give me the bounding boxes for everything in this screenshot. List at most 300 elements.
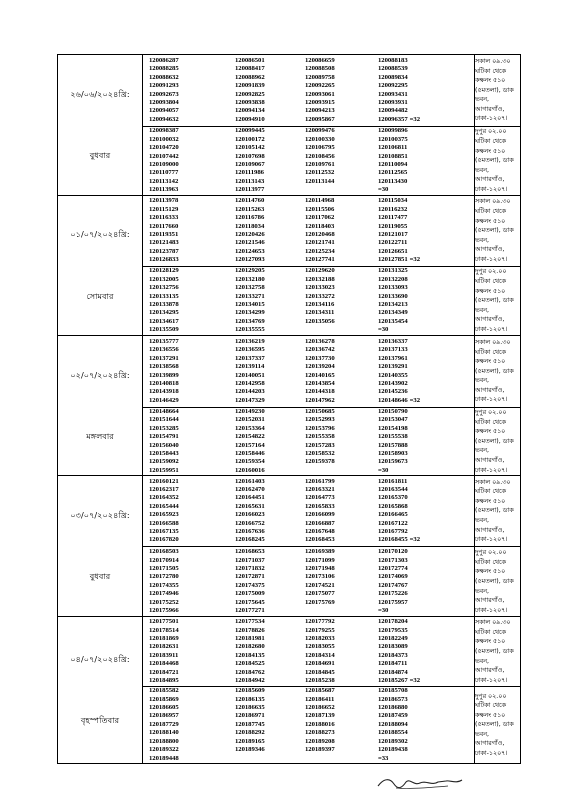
roll-number: 120133023 (305, 284, 335, 292)
exam-date: ২৬/০৬/২০২৪খ্রি: (70, 88, 130, 99)
time-venue-cell (475, 127, 521, 196)
roll-number: 120140051 (235, 371, 265, 379)
roll-number: 120100375 (378, 135, 408, 143)
roll-number: 120107698 (235, 152, 265, 160)
time-venue-cell (475, 267, 521, 336)
roll-number: 120096357 (378, 115, 408, 123)
time-venue-cell (475, 55, 521, 127)
time-venue-cell (475, 476, 521, 547)
roll-number: 120113142 (149, 177, 179, 185)
time-venue-line: (৫মতলা), ডাক (475, 367, 514, 375)
roll-number-grid (143, 127, 474, 194)
time-venue-cell (475, 196, 521, 267)
roll-number: 120146429 (149, 396, 179, 404)
roll-number: 120099476 (305, 127, 335, 135)
exam-schedule-table (57, 54, 521, 764)
roll-number-cell (143, 476, 475, 547)
time-venue-line: কক্ষনং ৫১০ (475, 428, 506, 436)
roll-number: 120187139 (305, 712, 335, 720)
roll-number: 120178514 (149, 626, 179, 634)
roll-number: 120160121 (149, 477, 179, 485)
roll-number: 120168653 (235, 548, 265, 556)
roll-number: 120135454 (378, 317, 408, 325)
roll-number: 120094910 (235, 115, 265, 123)
roll-number: 120188273 (305, 729, 335, 737)
roll-number: 120171948 (305, 564, 335, 572)
time-venue-line: ভবন, আগারগাঁও, (475, 730, 505, 748)
roll-number: 120116333 (149, 214, 179, 222)
roll-number: 120140165 (305, 371, 335, 379)
time-venue-line: ঢাকা-১২০৭। (475, 185, 508, 193)
roll-number: 120186957 (149, 712, 179, 720)
time-venue-line: ঘটিকা থেকে (475, 702, 506, 710)
roll-number: 120094213 (305, 107, 335, 115)
roll-number: 120182033 (305, 634, 335, 642)
roll-number: 120134617 (149, 317, 179, 325)
roll-number: 120168503 (149, 548, 179, 556)
roll-number: 120134295 (149, 309, 179, 317)
roll-number: 120154198 (378, 424, 408, 432)
roll-number: 120112565 (378, 169, 408, 177)
roll-number: 120134769 (235, 317, 265, 325)
roll-number: 120150790 (378, 408, 408, 415)
roll-number: 120100330 (305, 135, 335, 143)
roll-number: 120094632 (149, 115, 179, 123)
roll-number: 120147329 (235, 396, 265, 404)
time-venue-line: (৫মতলা), ডাক (475, 721, 514, 729)
time-venue-line: কক্ষনং ৫১০ (475, 287, 506, 295)
roll-number: 120159092 (149, 458, 179, 466)
time-venue-line: ঢাকা-১২০৭। (475, 255, 508, 263)
roll-number: 120170120 (378, 548, 408, 556)
time-venue-line: ভবন, আগারগাঁও, (475, 166, 505, 184)
roll-number: 120139291 (378, 363, 408, 371)
roll-number: 120157283 (305, 441, 335, 449)
roll-number: 120168245 (235, 536, 265, 544)
time-venue-line: ঢাকা-১২০৭। (475, 325, 508, 333)
roll-number: 120184691 (305, 660, 335, 668)
roll-number: 120161403 (235, 477, 265, 485)
roll-number: 120166099 (305, 511, 335, 519)
roll-number: 120091839 (235, 82, 265, 90)
roll-number: 120184845 (305, 668, 335, 676)
roll-number: 120133135 (149, 292, 179, 300)
roll-number: 120110094 (378, 161, 408, 168)
roll-number: 120113144 (305, 177, 335, 185)
roll-number-cell (143, 687, 475, 764)
roll-number: 120135555 (235, 326, 265, 334)
roll-number: 120187459 (378, 712, 408, 720)
roll-number: 120189397 (305, 746, 335, 754)
roll-count: =32 (409, 115, 421, 123)
roll-number: 120169389 (305, 548, 335, 556)
roll-number: 120186880 (378, 704, 408, 712)
roll-number: 120182249 (378, 634, 408, 642)
roll-number: 120138568 (149, 363, 179, 371)
roll-number: 120155358 (305, 433, 335, 441)
time-venue-line: ভবন, আগারগাঁও, (475, 657, 505, 675)
roll-number: 120089758 (305, 73, 335, 81)
roll-number: 120144203 (235, 388, 265, 396)
roll-number: 120140818 (149, 379, 179, 387)
roll-number: 120185238 (305, 676, 335, 684)
roll-number: 120167122 (378, 519, 408, 527)
roll-number-grid (143, 197, 474, 264)
signature-image (376, 774, 466, 792)
roll-number: 120189438 (378, 746, 408, 754)
time-venue-line: ঢাকা-১২০৭। (475, 536, 508, 544)
time-venue-line: কক্ষনং ৫১০ (475, 77, 506, 85)
exam-day-name: বুধবার (89, 150, 111, 160)
roll-number-grid (143, 57, 474, 124)
time-venue-line: ভবন, আগারগাঁও, (475, 377, 505, 394)
time-venue-cell (475, 547, 521, 617)
roll-number: 120112532 (305, 169, 335, 177)
roll-number-cell (143, 267, 475, 336)
exam-day-name: বুধবার (89, 571, 111, 582)
exam-date-cell (58, 617, 143, 764)
time-venue-line: (৫মতলা), ডাক (475, 437, 514, 445)
roll-number: 120136278 (305, 337, 335, 345)
roll-count: =32 (409, 396, 421, 404)
roll-number: 120135509 (149, 326, 179, 334)
roll-number: 120166588 (149, 519, 179, 527)
roll-number: 120185869 (149, 695, 179, 703)
roll-number: 120158443 (149, 450, 179, 458)
time-venue-line: কক্ষনং ৫১০ (475, 638, 506, 646)
roll-number: 120187729 (149, 720, 179, 728)
roll-count: =30 (378, 326, 389, 334)
roll-number: 120144318 (305, 388, 335, 396)
roll-number: 120093431 (378, 90, 408, 98)
roll-number: 120181981 (235, 634, 265, 642)
roll-number: 120115129 (149, 205, 179, 213)
roll-number: 120088183 (378, 56, 408, 64)
roll-number: 120185267 (378, 676, 408, 684)
exam-date-cell (58, 476, 143, 617)
exam-date: ০৪/০৭/২০২৪খ্রি: (70, 654, 130, 665)
time-venue-line: (৫মতলা), ডাক (475, 647, 514, 655)
roll-number: 120188140 (149, 729, 179, 737)
roll-number: 120177501 (149, 618, 179, 626)
roll-number: 120183089 (378, 643, 408, 651)
roll-number: 120134311 (305, 309, 335, 317)
roll-number: 120157164 (235, 441, 265, 449)
roll-number: 120100172 (235, 135, 265, 143)
roll-number: 120152031 (235, 416, 265, 424)
time-venue-line: (৫মতলা), ডাক (475, 577, 514, 585)
roll-number-with-count (378, 677, 470, 685)
time-venue-line: কক্ষনং ৫১০ (475, 497, 506, 505)
roll-number: 120188554 (378, 729, 408, 737)
roll-number: 120185687 (305, 687, 335, 695)
empty-slot (235, 755, 305, 763)
roll-number-cell (143, 55, 475, 127)
roll-number: 120166465 (378, 511, 408, 519)
session-row (58, 196, 521, 267)
roll-number: 120137337 (235, 354, 265, 362)
roll-number: 120177271 (235, 606, 265, 614)
roll-number: 120168455 (378, 536, 408, 544)
time-venue-line: দুপুর ০২.০০ (475, 549, 507, 557)
roll-number: 120184468 (149, 660, 179, 668)
time-venue-line: সকাল ০৯.৩০ (475, 478, 511, 486)
roll-number: 120175077 (305, 590, 335, 598)
roll-number-grid (143, 687, 474, 763)
exam-date: ০৩/০৭/২০২৪খ্রি: (70, 510, 130, 521)
roll-number: 120113977 (235, 186, 265, 194)
roll-number: 120133690 (378, 292, 408, 300)
roll-number: 120094134 (235, 107, 265, 115)
roll-number: 120133878 (149, 301, 179, 308)
roll-number: 120179255 (305, 626, 335, 634)
time-venue-line: সকাল ০৯.৩০ (475, 57, 511, 65)
time-venue-line: কক্ষনং ৫১০ (475, 217, 506, 225)
roll-number: 120153796 (305, 424, 335, 432)
roll-number: 120117477 (378, 214, 408, 222)
roll-number: 120137730 (305, 354, 335, 362)
roll-number: 120127741 (305, 256, 335, 264)
roll-number: 120165370 (378, 494, 408, 502)
roll-number: 120152993 (305, 416, 335, 424)
time-venue-cell (475, 617, 521, 687)
roll-number: 120155538 (378, 433, 408, 441)
time-venue-cell (475, 687, 521, 764)
roll-number: 120093931 (378, 98, 408, 106)
roll-number: 120137133 (378, 346, 408, 354)
roll-number: 120108456 (305, 152, 335, 160)
roll-number: 120162470 (235, 486, 265, 494)
roll-number: 120119351 (149, 231, 179, 238)
roll-number: 120113978 (149, 197, 179, 205)
roll-number: 120088285 (149, 65, 179, 73)
time-venue-line: ঢাকা-১২০৭। (475, 606, 508, 614)
roll-number: 120134299 (235, 309, 265, 317)
roll-number: 120171303 (378, 556, 408, 564)
time-venue-line: (৫মতলা), ডাক (475, 297, 514, 305)
roll-number: 120179535 (378, 626, 408, 634)
roll-number: 120127093 (235, 256, 265, 264)
time-venue-line: ঘটিকা থেকে (475, 418, 506, 426)
roll-number: 120163321 (305, 486, 335, 494)
roll-number: 120184721 (149, 668, 179, 676)
roll-number: 120143918 (149, 388, 179, 396)
roll-number: 120178826 (235, 626, 265, 634)
roll-count: =32 (409, 256, 421, 264)
roll-number: 120184525 (235, 660, 265, 668)
roll-number: 120164773 (305, 494, 335, 502)
roll-number: 120177792 (305, 618, 335, 626)
roll-number: 120114760 (235, 197, 265, 205)
roll-number: 120088539 (378, 65, 408, 73)
roll-number-cell (143, 336, 475, 408)
roll-number: 120132180 (235, 275, 265, 283)
roll-number: 120123787 (149, 247, 179, 255)
roll-number: 120109761 (305, 161, 335, 168)
time-venue-line: ঘটিকা থেকে (475, 628, 506, 636)
roll-number: 120117062 (305, 214, 335, 222)
roll-number: 120182680 (235, 643, 265, 651)
roll-count: =30 (378, 466, 389, 474)
roll-number: 120153364 (235, 424, 265, 432)
roll-number: 120167792 (378, 528, 408, 536)
roll-number: 120151644 (149, 416, 179, 424)
roll-number: 120154822 (235, 433, 265, 441)
roll-number: 120137961 (378, 354, 408, 362)
roll-number: 120120426 (235, 231, 265, 238)
roll-number: 120116786 (235, 214, 265, 222)
roll-number: 120161811 (378, 477, 408, 485)
roll-number: 120165868 (378, 502, 408, 510)
roll-number-cell (143, 127, 475, 196)
time-venue-line: সকাল ০৯.৩০ (475, 619, 511, 627)
roll-number: 120156040 (149, 441, 179, 449)
roll-number: 120158903 (378, 450, 408, 458)
time-venue-line: দুপুর ০২.০০ (475, 268, 507, 276)
roll-number: 120105142 (235, 144, 265, 152)
empty-slot (305, 467, 378, 475)
roll-number: 120189346 (235, 746, 265, 754)
roll-number: 120159354 (235, 458, 265, 466)
exam-day-name: মঙ্গলবার (86, 430, 114, 441)
time-venue-line: ভবন, আগারগাঁও, (475, 236, 505, 254)
time-venue-line: ভবন, আগারগাঁও, (475, 517, 505, 534)
roll-number: 120166887 (305, 519, 335, 527)
roll-number: 120171037 (235, 556, 265, 564)
roll-number-grid (143, 338, 474, 405)
roll-number: 120175957 (378, 598, 408, 606)
time-venue-line: ঘটিকা থেকে (475, 138, 506, 146)
exam-date-cell (58, 336, 143, 476)
roll-number: 120177534 (235, 618, 265, 626)
roll-number: 120136337 (378, 337, 408, 345)
roll-number: 120109067 (235, 161, 265, 168)
roll-number: 120086659 (305, 56, 335, 64)
roll-number: 120119055 (378, 222, 408, 230)
empty-slot (305, 326, 378, 334)
time-venue-line: ঘটিকা থেকে (475, 278, 506, 286)
time-venue-line: দুপুর ০২.০০ (475, 128, 507, 136)
exam-date: ০১/০৭/২০২৪খ্রি: (70, 229, 130, 240)
roll-number: 120121017 (378, 231, 408, 238)
roll-number: 120092673 (149, 90, 179, 98)
roll-number: 120188016 (305, 720, 335, 728)
roll-number: 120172780 (149, 573, 179, 581)
roll-number: 120128129 (149, 267, 179, 275)
time-venue-line: ঢাকা-১২০৭। (475, 676, 508, 684)
roll-number: 120186135 (235, 695, 265, 703)
roll-number-grid (143, 408, 474, 475)
time-venue-cell (475, 408, 521, 476)
exam-date-cell (58, 55, 143, 196)
roll-number: 120184895 (149, 676, 179, 684)
roll-number: 120188292 (235, 729, 265, 737)
roll-number: 120184314 (305, 651, 335, 659)
roll-number: 120165923 (149, 511, 179, 519)
session-row (58, 55, 521, 127)
roll-number: 120165833 (305, 502, 335, 510)
roll-number: 120131325 (378, 267, 408, 275)
roll-number: 120167135 (149, 528, 179, 536)
roll-number: 120132756 (149, 284, 179, 292)
roll-number: 120158446 (235, 450, 265, 458)
roll-number: 120122711 (378, 239, 408, 247)
empty-slot (305, 755, 378, 763)
roll-number: 120092265 (305, 82, 335, 90)
roll-count: =33 (378, 754, 389, 762)
roll-number: 120133271 (235, 292, 265, 300)
roll-number: 120164451 (235, 494, 265, 502)
roll-number: 120136742 (305, 346, 335, 354)
roll-number: 120148664 (149, 408, 179, 415)
roll-number: 120139114 (235, 363, 265, 371)
roll-number: 120092825 (235, 90, 265, 98)
roll-number: 120133272 (305, 292, 335, 300)
roll-number: 120125234 (305, 247, 335, 255)
roll-number: 120186573 (378, 695, 408, 703)
roll-number: 120175009 (235, 590, 265, 598)
time-venue-line: (৫মতলা), ডাক (475, 507, 514, 515)
roll-number: 120189322 (149, 746, 179, 754)
roll-number: 120166023 (235, 511, 265, 519)
time-venue-line: (৫মতলা), ডাক (475, 227, 514, 235)
session-row (58, 617, 521, 687)
roll-number: 120185708 (378, 687, 408, 695)
roll-number-cell (143, 547, 475, 617)
roll-number: 120184135 (235, 651, 265, 659)
roll-number: 120170914 (149, 556, 179, 564)
roll-number: 120178204 (378, 618, 408, 626)
time-venue-line: ঘটিকা থেকে (475, 348, 506, 356)
time-venue-line: দুপুর ০২.০০ (475, 409, 507, 417)
roll-number: 120121483 (149, 239, 179, 247)
roll-number-grid (143, 267, 474, 334)
roll-number: 120165444 (149, 502, 179, 510)
time-venue-line: ভবন, আগারগাঁও, (475, 447, 505, 465)
roll-number: 120187745 (235, 720, 265, 728)
roll-number: 120159673 (378, 458, 408, 466)
roll-number: 120175226 (378, 590, 408, 598)
empty-slot (305, 186, 378, 194)
roll-number: 120173106 (305, 573, 335, 581)
time-venue-line: সকাল ০৯.৩০ (475, 198, 511, 206)
roll-number: 120100032 (149, 135, 179, 143)
time-venue-line: কক্ষনং ৫১০ (475, 147, 506, 155)
roll-number: 120118403 (305, 222, 335, 230)
roll-number-cell (143, 408, 475, 476)
session-row (58, 476, 521, 547)
time-venue-line: সকাল ০৯.৩০ (475, 338, 511, 346)
roll-number: 120099896 (378, 127, 408, 135)
roll-number: 120160016 (235, 466, 265, 474)
roll-number: 120136595 (235, 346, 265, 354)
roll-number: 120133093 (378, 284, 408, 292)
roll-number: 120167820 (149, 536, 179, 544)
roll-number: 120094482 (378, 107, 408, 115)
roll-number: 120172774 (378, 564, 408, 572)
roll-number: 120091293 (149, 82, 179, 90)
roll-number: 120111986 (235, 169, 264, 177)
roll-number: 120189302 (378, 737, 408, 745)
time-venue-line: কক্ষনং ৫১০ (475, 568, 506, 576)
roll-number: 120168453 (305, 536, 335, 544)
roll-number: 120167636 (235, 528, 265, 536)
roll-number: 120113430 (378, 177, 408, 185)
roll-number: 120093804 (149, 98, 179, 106)
roll-number: 120121546 (235, 239, 265, 247)
roll-number-grid (143, 548, 474, 615)
roll-number: 120129620 (305, 267, 335, 275)
